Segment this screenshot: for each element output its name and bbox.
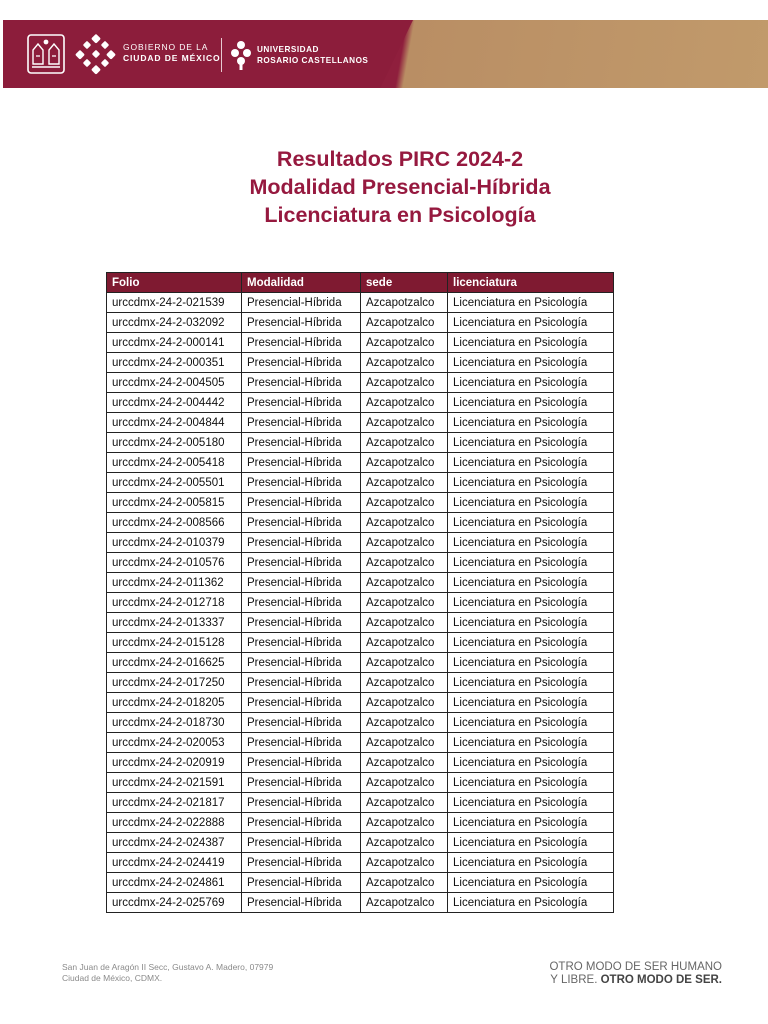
cell-licenciatura: Licenciatura en Psicología: [448, 413, 614, 433]
urc-logo: [230, 40, 252, 70]
cell-folio: urccdmx-24-2-015128: [107, 633, 242, 653]
government-name: [123, 42, 221, 64]
cell-licenciatura: Licenciatura en Psicología: [448, 613, 614, 633]
cell-sede: Azcapotzalco: [361, 353, 448, 373]
cell-licenciatura: Licenciatura en Psicología: [448, 693, 614, 713]
cell-modalidad: Presencial-Híbrida: [242, 433, 361, 453]
cell-modalidad: Presencial-Híbrida: [242, 693, 361, 713]
cell-licenciatura: Licenciatura en Psicología: [448, 813, 614, 833]
university-name: [257, 44, 368, 66]
table-row: [107, 653, 614, 673]
column-header-modalidad: Modalidad: [242, 273, 361, 293]
title-line-3: Licenciatura en Psicología: [264, 203, 536, 227]
cell-modalidad: Presencial-Híbrida: [242, 493, 361, 513]
cell-modalidad: Presencial-Híbrida: [242, 853, 361, 873]
cell-folio: urccdmx-24-2-024419: [107, 853, 242, 873]
cdmx-x-logo: [75, 33, 117, 75]
cell-folio: urccdmx-24-2-012718: [107, 593, 242, 613]
table-row: [107, 433, 614, 453]
cell-licenciatura: Licenciatura en Psicología: [448, 653, 614, 673]
cell-modalidad: Presencial-Híbrida: [242, 533, 361, 553]
table-row: [107, 813, 614, 833]
cell-modalidad: Presencial-Híbrida: [242, 573, 361, 593]
cell-folio: urccdmx-24-2-005418: [107, 453, 242, 473]
cell-modalidad: Presencial-Híbrida: [242, 733, 361, 753]
table-row: [107, 733, 614, 753]
table-row: [107, 313, 614, 333]
table-row: [107, 893, 614, 913]
cell-sede: Azcapotzalco: [361, 713, 448, 733]
table-row: [107, 293, 614, 313]
cell-sede: Azcapotzalco: [361, 653, 448, 673]
cell-folio: urccdmx-24-2-017250: [107, 673, 242, 693]
header-divider: [221, 38, 222, 72]
cell-folio: urccdmx-24-2-005501: [107, 473, 242, 493]
cell-modalidad: Presencial-Híbrida: [242, 653, 361, 673]
cell-modalidad: Presencial-Híbrida: [242, 353, 361, 373]
cell-sede: Azcapotzalco: [361, 853, 448, 873]
cell-modalidad: Presencial-Híbrida: [242, 293, 361, 313]
cell-folio: urccdmx-24-2-021539: [107, 293, 242, 313]
cell-folio: urccdmx-24-2-000351: [107, 353, 242, 373]
table-row: [107, 413, 614, 433]
table-row: [107, 873, 614, 893]
cell-modalidad: Presencial-Híbrida: [242, 773, 361, 793]
cell-folio: urccdmx-24-2-018205: [107, 693, 242, 713]
address-line-1: San Juan de Aragón II Secc, Gustavo A. Madero, 07979: [62, 962, 274, 972]
table-row: [107, 593, 614, 613]
table-row: [107, 353, 614, 373]
slogan-line-2: [520, 974, 722, 987]
cell-licenciatura: Licenciatura en Psicología: [448, 553, 614, 573]
address-line-2: Ciudad de México, CDMX.: [62, 973, 163, 983]
table-row: [107, 553, 614, 573]
table-row: [107, 633, 614, 653]
cell-folio: urccdmx-24-2-016625: [107, 653, 242, 673]
cell-folio: urccdmx-24-2-022888: [107, 813, 242, 833]
cell-licenciatura: Licenciatura en Psicología: [448, 893, 614, 913]
cell-sede: Azcapotzalco: [361, 453, 448, 473]
cell-licenciatura: Licenciatura en Psicología: [448, 373, 614, 393]
table-row: [107, 573, 614, 593]
cell-modalidad: Presencial-Híbrida: [242, 593, 361, 613]
cell-sede: Azcapotzalco: [361, 693, 448, 713]
cell-modalidad: Presencial-Híbrida: [242, 473, 361, 493]
cell-sede: Azcapotzalco: [361, 413, 448, 433]
cell-licenciatura: Licenciatura en Psicología: [448, 633, 614, 653]
table-row: [107, 793, 614, 813]
cell-folio: urccdmx-24-2-008566: [107, 513, 242, 533]
cell-folio: urccdmx-24-2-000141: [107, 333, 242, 353]
cell-folio: urccdmx-24-2-032092: [107, 313, 242, 333]
cell-folio: urccdmx-24-2-020919: [107, 753, 242, 773]
cell-modalidad: Presencial-Híbrida: [242, 393, 361, 413]
cell-sede: Azcapotzalco: [361, 313, 448, 333]
gov-line-2: CIUDAD DE MÉXICO: [123, 53, 221, 63]
cell-sede: Azcapotzalco: [361, 373, 448, 393]
footer-slogan: [520, 961, 722, 987]
cell-licenciatura: Licenciatura en Psicología: [448, 433, 614, 453]
table-row: [107, 513, 614, 533]
table-row: [107, 533, 614, 553]
cell-sede: Azcapotzalco: [361, 753, 448, 773]
cell-sede: Azcapotzalco: [361, 553, 448, 573]
cell-modalidad: Presencial-Híbrida: [242, 613, 361, 633]
slogan-line-2a: Y LIBRE.: [550, 974, 601, 986]
cell-modalidad: Presencial-Híbrida: [242, 793, 361, 813]
cell-licenciatura: Licenciatura en Psicología: [448, 473, 614, 493]
cell-folio: urccdmx-24-2-004442: [107, 393, 242, 413]
column-header-sede: sede: [361, 273, 448, 293]
cell-licenciatura: Licenciatura en Psicología: [448, 293, 614, 313]
results-table: [106, 272, 614, 913]
cell-folio: urccdmx-24-2-011362: [107, 573, 242, 593]
table-row: [107, 773, 614, 793]
document-title: [0, 145, 768, 229]
cell-folio: urccdmx-24-2-005815: [107, 493, 242, 513]
cell-licenciatura: Licenciatura en Psicología: [448, 493, 614, 513]
cell-licenciatura: Licenciatura en Psicología: [448, 313, 614, 333]
cell-modalidad: Presencial-Híbrida: [242, 833, 361, 853]
table-row: [107, 373, 614, 393]
column-header-licenciatura: licenciatura: [448, 273, 614, 293]
cell-sede: Azcapotzalco: [361, 293, 448, 313]
table-row: [107, 613, 614, 633]
cell-sede: Azcapotzalco: [361, 593, 448, 613]
cell-modalidad: Presencial-Híbrida: [242, 553, 361, 573]
title-line-2: Modalidad Presencial-Híbrida: [249, 175, 551, 199]
slogan-line-2b: OTRO MODO DE SER.: [600, 974, 722, 986]
cell-modalidad: Presencial-Híbrida: [242, 333, 361, 353]
cell-sede: Azcapotzalco: [361, 393, 448, 413]
cell-folio: urccdmx-24-2-004505: [107, 373, 242, 393]
cell-folio: urccdmx-24-2-010576: [107, 553, 242, 573]
cell-sede: Azcapotzalco: [361, 473, 448, 493]
cell-sede: Azcapotzalco: [361, 613, 448, 633]
cell-modalidad: Presencial-Híbrida: [242, 893, 361, 913]
table-body: [107, 293, 614, 913]
cell-modalidad: Presencial-Híbrida: [242, 373, 361, 393]
cell-sede: Azcapotzalco: [361, 813, 448, 833]
cell-folio: urccdmx-24-2-010379: [107, 533, 242, 553]
cell-licenciatura: Licenciatura en Psicología: [448, 393, 614, 413]
gov-line-1: GOBIERNO DE LA: [123, 42, 209, 52]
table-row: [107, 753, 614, 773]
cell-licenciatura: Licenciatura en Psicología: [448, 773, 614, 793]
cell-licenciatura: Licenciatura en Psicología: [448, 533, 614, 553]
cell-sede: Azcapotzalco: [361, 333, 448, 353]
cell-licenciatura: Licenciatura en Psicología: [448, 713, 614, 733]
table-row: [107, 493, 614, 513]
cell-folio: urccdmx-24-2-004844: [107, 413, 242, 433]
cell-sede: Azcapotzalco: [361, 773, 448, 793]
table-row: [107, 673, 614, 693]
cell-licenciatura: Licenciatura en Psicología: [448, 853, 614, 873]
cell-licenciatura: Licenciatura en Psicología: [448, 673, 614, 693]
cell-licenciatura: Licenciatura en Psicología: [448, 333, 614, 353]
table-row: [107, 473, 614, 493]
cell-folio: urccdmx-24-2-018730: [107, 713, 242, 733]
cell-licenciatura: Licenciatura en Psicología: [448, 453, 614, 473]
header-banner: [3, 20, 768, 88]
cell-sede: Azcapotzalco: [361, 633, 448, 653]
cell-folio: urccdmx-24-2-005180: [107, 433, 242, 453]
cell-sede: Azcapotzalco: [361, 733, 448, 753]
cell-folio: urccdmx-24-2-021817: [107, 793, 242, 813]
cell-licenciatura: Licenciatura en Psicología: [448, 513, 614, 533]
cell-sede: Azcapotzalco: [361, 833, 448, 853]
table-row: [107, 693, 614, 713]
table-header-row: [107, 273, 614, 293]
cell-modalidad: Presencial-Híbrida: [242, 753, 361, 773]
cell-folio: urccdmx-24-2-013337: [107, 613, 242, 633]
table-row: [107, 393, 614, 413]
cell-folio: urccdmx-24-2-024387: [107, 833, 242, 853]
cell-licenciatura: Licenciatura en Psicología: [448, 593, 614, 613]
cell-sede: Azcapotzalco: [361, 533, 448, 553]
cell-folio: urccdmx-24-2-021591: [107, 773, 242, 793]
title-line-1: Resultados PIRC 2024-2: [276, 147, 524, 171]
cell-modalidad: Presencial-Híbrida: [242, 413, 361, 433]
column-header-folio: Folio: [107, 273, 242, 293]
cell-sede: Azcapotzalco: [361, 573, 448, 593]
cell-sede: Azcapotzalco: [361, 433, 448, 453]
slogan-line-1: OTRO MODO DE SER HUMANO: [549, 961, 722, 973]
cell-modalidad: Presencial-Híbrida: [242, 673, 361, 693]
cell-licenciatura: Licenciatura en Psicología: [448, 353, 614, 373]
cell-modalidad: Presencial-Híbrida: [242, 453, 361, 473]
cell-modalidad: Presencial-Híbrida: [242, 513, 361, 533]
cell-licenciatura: Licenciatura en Psicología: [448, 573, 614, 593]
cell-licenciatura: Licenciatura en Psicología: [448, 793, 614, 813]
cell-sede: Azcapotzalco: [361, 493, 448, 513]
cell-folio: urccdmx-24-2-020053: [107, 733, 242, 753]
table-row: [107, 853, 614, 873]
cell-modalidad: Presencial-Híbrida: [242, 633, 361, 653]
table-row: [107, 453, 614, 473]
cell-sede: Azcapotzalco: [361, 873, 448, 893]
cell-sede: Azcapotzalco: [361, 673, 448, 693]
cell-sede: Azcapotzalco: [361, 793, 448, 813]
footer-address: [62, 962, 273, 984]
cdmx-shield-logo: [27, 34, 65, 74]
cell-folio: urccdmx-24-2-024861: [107, 873, 242, 893]
cell-sede: Azcapotzalco: [361, 513, 448, 533]
cell-licenciatura: Licenciatura en Psicología: [448, 733, 614, 753]
cell-modalidad: Presencial-Híbrida: [242, 873, 361, 893]
univ-line-2: ROSARIO CASTELLANOS: [257, 56, 369, 65]
univ-line-1: UNIVERSIDAD: [257, 45, 319, 54]
table-row: [107, 333, 614, 353]
cell-licenciatura: Licenciatura en Psicología: [448, 753, 614, 773]
table-row: [107, 833, 614, 853]
table-row: [107, 713, 614, 733]
cell-licenciatura: Licenciatura en Psicología: [448, 833, 614, 853]
cell-modalidad: Presencial-Híbrida: [242, 313, 361, 333]
cell-folio: urccdmx-24-2-025769: [107, 893, 242, 913]
cell-modalidad: Presencial-Híbrida: [242, 713, 361, 733]
cell-licenciatura: Licenciatura en Psicología: [448, 873, 614, 893]
cell-sede: Azcapotzalco: [361, 893, 448, 913]
cell-modalidad: Presencial-Híbrida: [242, 813, 361, 833]
